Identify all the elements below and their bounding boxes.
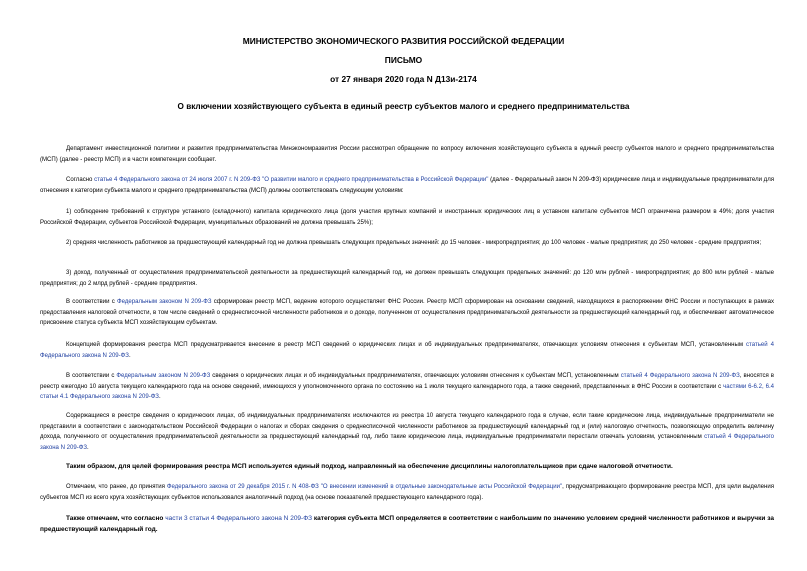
paragraph-6: В соответствии с Федеральным законом N 209-ФЗ сформирован реестр МСП, ведение которого осуществляет ФНС России. Реестр МСП сформирован на основании сведений, находящихся в распоряжении ФНС России и поступающих в рамках предоставления налоговой отчетности, в том числе сведений о среднесписочной численности работников и о доходе, полученном от осуществления предпринимательской деятельности за предшествующий календарный год, и обеспечивает автоматическое присвоение статуса субъекта МСП хозяйствующим субъектам. [40, 299, 774, 327]
document-title: О включении хозяйствующего субъекта в единый реестр субъектов малого и среднего предпринимательства [177, 102, 630, 111]
law-209-fz-article-4-link[interactable]: статьей 4 Федерального закона N 209-ФЗ [40, 342, 774, 359]
paragraph-9: Содержащиеся в реестре сведения о юридических лицах, об индивидуальных предпринимателях исключаются из реестра 10 августа текущего календарного года в случае, если такие юридические лица, индивидуальные предприниматели не представили в соответствии с законодательством Российской Федерации о налогах и сборах сведения о среднесписочной численности работников за предшествующий календарный год и (или) налоговую отчетность, позволяющую определить величину дохода, полученного от осуществления предпринимательской деятельности за предшествующий календарный год, либо такие юридические лица, индивидуальные предприниматели перестали отвечать условиям, установленным статьей 4 Федерального закона N 209-ФЗ. [40, 413, 774, 451]
law-408-fz-link[interactable]: Федерального закона от 29 декабря 2015 г. N 408-ФЗ "О внесении изменений в отдельные законодательные акты Российской Федерации" [166, 484, 563, 490]
paragraph-condition-2: 2) средняя численность работников за предшествующий календарный год не должна превышать следующих предельных значений: до 15 человек - микропредприятия; до 100 человек - малые предприятия; до 250 человек - средние предприятия; [66, 240, 762, 246]
paragraph-conclusion: Таким образом, для целей формирования реестра МСП используется единый подход, направленный на обеспечение дисциплины налогоплательщиков при сдаче налоговой отчетности. [66, 463, 673, 470]
paragraph-condition-1: 1) соблюдение требований к структуре уставного (складочного) капитала юридического лица (доля участия крупных компаний и иностранных юридических лиц в уставном капитале субъектов МСП ограничена размером в 49%; доля участия Российской Федерации, субъектов Российской Федерации, муниципальных образований не должна превышать 25%); [40, 209, 774, 226]
document-date-number: от 27 января 2020 года N Д13и-2174 [330, 74, 477, 84]
paragraph-condition-3: 3) доход, полученный от осуществления предпринимательской деятельности за предшествующий календарный год, не должен превышать следующих предельных значений: до 120 млн рублей - микропредприятия; до 800 млн рублей - малые предприятия; до 2 млрд рублей - средние предприятия. [40, 270, 774, 287]
law-209-fz-link[interactable]: Федеральным законом N 209-ФЗ [116, 373, 211, 379]
paragraph-8: В соответствии с Федеральным законом N 209-ФЗ сведения о юридических лицах и об индивидуальных предпринимателях, отвечающих условиям отнесения к субъектам МСП, установленным статьей 4 Федерального закона N 209-ФЗ, вносятся в реестр ежегодно 10 августа текущего календарного года на основе сведений, имеющихся у уполномоченного органа по состоянию на 1 июля текущего календарного года, а также сведений, представленных в ФНС России в соответствии с частями 6-6.2, 6.4 статьи 4.1 Федерального закона N 209-ФЗ. [40, 373, 774, 401]
law-209-fz-article-4-link[interactable]: статье 4 Федерального закона от 24 июля 2007 г. N 209-ФЗ "О развитии малого и среднего предпринимательства в Российской Федерации" [94, 177, 489, 183]
ministry-heading: МИНИСТЕРСТВО ЭКОНОМИЧЕСКОГО РАЗВИТИЯ РОССИЙСКОЙ ФЕДЕРАЦИИ [242, 36, 565, 46]
law-209-fz-article-4-link[interactable]: статьей 4 Федерального закона N 209-ФЗ [620, 373, 740, 379]
law-209-fz-part-3-article-4-link[interactable]: части 3 статьи 4 Федерального закона N 209-ФЗ [165, 515, 313, 522]
law-209-fz-article-4-link[interactable]: статьей 4 Федерального закона N 209-ФЗ [40, 434, 774, 451]
paragraph-11: Отмечаем, что ранее, до принятия Федерального закона от 29 декабря 2015 г. N 408-ФЗ "О внесении изменений в отдельные законодательные акты Российской Федерации", предусматривающего формирование реестра МСП, для цели выделения субъектов МСП из всего круга хозяйствующих субъектов использовался аналогичный подход (на основе показателей предшествующего календарного года). [40, 484, 774, 501]
law-209-fz-article-4-1-link[interactable]: частями 6-6.2, 6.4 статьи 4.1 Федерального закона N 209-ФЗ [40, 383, 774, 401]
paragraph-12: Также отмечаем, что согласно части 3 статьи 4 Федерального закона N 209-ФЗ категория субъекта МСП определяется в соответствии с наибольшим по значению условием средней численности работников и выручки за предшествующий календарный год. [40, 515, 774, 533]
paragraph-7: Концепцией формирования реестра МСП предусматривается внесение в реестр МСП сведений о юридических лицах и об индивидуальных предпринимателях, отвечающих условиям отнесения к субъектам МСП, установленным статьей 4 Федерального закона N 209-ФЗ. [40, 342, 774, 359]
paragraph-2: Согласно статье 4 Федерального закона от 24 июля 2007 г. N 209-ФЗ "О развитии малого и среднего предпринимательства в Российской Федерации" (далее - Федеральный закон N 209-ФЗ) юридические лица и индивидуальные предприниматели для отнесения к категории субъекта малого и среднего предпринимательства (МСП) должны соответствовать следующим условиям: [40, 177, 774, 194]
law-209-fz-link[interactable]: Федеральным законом N 209-ФЗ [117, 299, 212, 305]
document-type: ПИСЬМО [384, 55, 423, 65]
paragraph-1: Департамент инвестиционной политики и развития предпринимательства Минэкономразвития России рассмотрел обращение по вопросу включения хозяйствующего субъекта в единый реестр субъектов малого и среднего предпринимательства (МСП) (далее - реестр МСП) и в части компетенции сообщает. [40, 146, 774, 163]
